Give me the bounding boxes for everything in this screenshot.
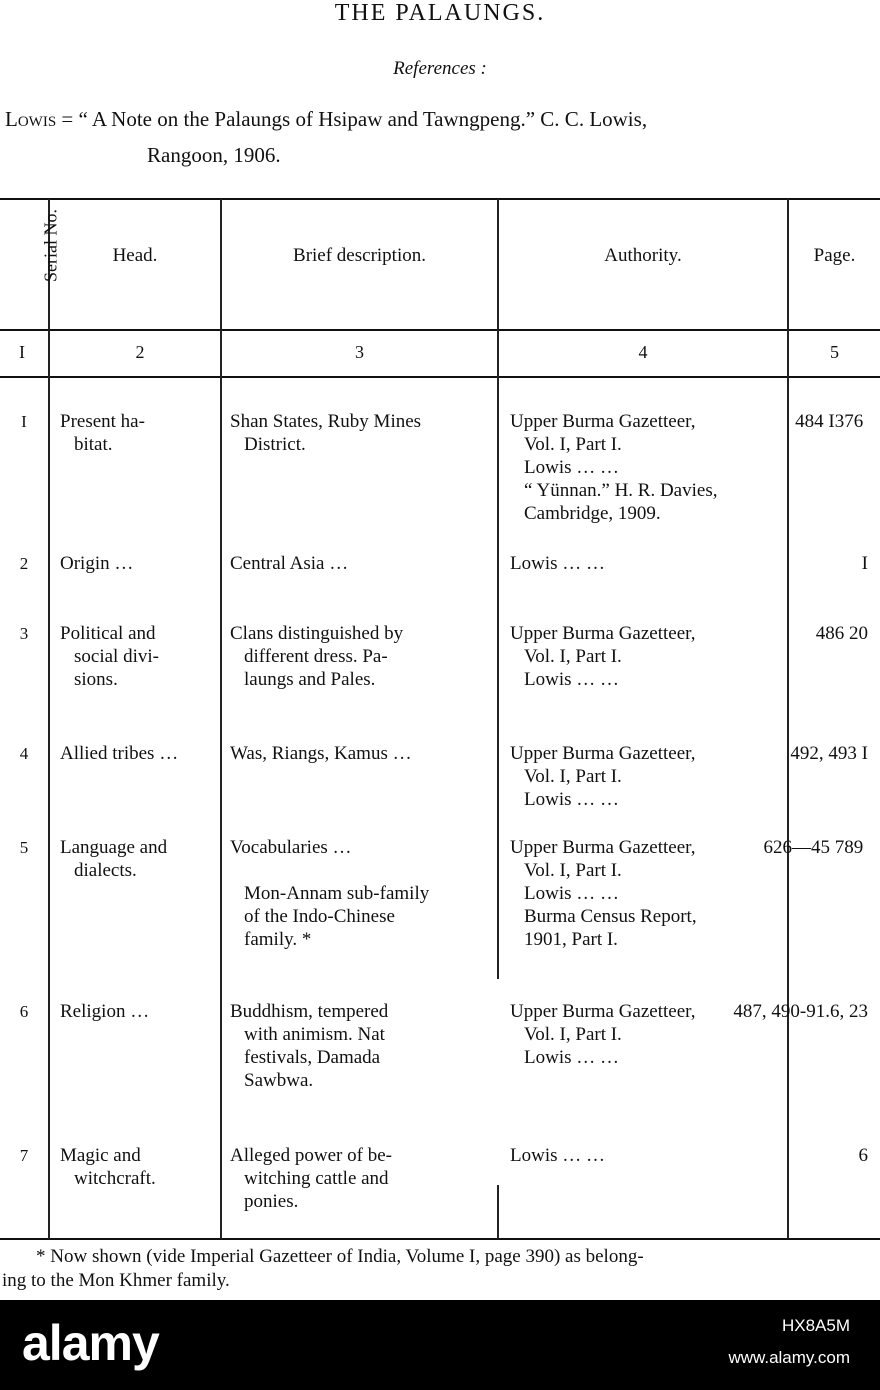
header-page: Page.	[813, 245, 856, 266]
header-head: Head.	[112, 245, 158, 266]
row-page	[764, 836, 869, 859]
row-page-line	[863, 837, 868, 858]
row-description-line: Was, Riangs, Kamus …	[230, 743, 412, 764]
header-description: Brief description.	[293, 245, 426, 266]
alamy-logo: alamy	[22, 1315, 159, 1371]
row-authority-line: Vol. I, Part I.	[524, 860, 622, 881]
row-description-line: Mon-Annam sub-family	[244, 883, 430, 904]
colnum-3: 3	[355, 342, 364, 362]
footnote	[0, 1245, 880, 1293]
row-authority-line: Lowis … …	[524, 669, 619, 690]
image-id: HX8A5M	[781, 1316, 850, 1335]
row-head-line: Present ha-	[60, 411, 145, 432]
row-head-line: Magic and	[60, 1145, 141, 1166]
colnum-5: 5	[830, 342, 839, 362]
row-authority-line: Vol. I, Part I.	[524, 646, 622, 667]
colnum-2: 2	[135, 342, 145, 362]
row-authority-line: Upper Burma Gazetteer,	[510, 411, 696, 432]
row-head	[60, 622, 215, 691]
reference-line-2: Rangoon, 1906.	[147, 143, 281, 167]
footnote-line-2: ing to the Mon Khmer family.	[2, 1270, 230, 1291]
row-authority-line: Upper Burma Gazetteer,	[510, 837, 696, 858]
row-description	[230, 410, 492, 456]
row-page	[862, 552, 868, 575]
row-serial: 5	[19, 838, 29, 857]
row-description	[230, 836, 492, 951]
row-authority-line: 1901, Part I.	[524, 929, 618, 950]
row-serial: I	[21, 412, 27, 431]
row-head	[60, 836, 215, 882]
row-page	[859, 1144, 869, 1167]
row-page-line: 487, 490-	[733, 1001, 807, 1022]
row-description-line: ponies.	[244, 1191, 299, 1212]
row-description-line: Shan States, Ruby Mines	[230, 411, 422, 432]
colnum-4: 4	[638, 342, 648, 362]
row-description-line: festivals, Damada	[244, 1047, 381, 1068]
row-authority-line: Upper Burma Gazetteer,	[510, 743, 696, 764]
row-authority-line: Upper Burma Gazetteer,	[510, 1001, 696, 1022]
row-description	[230, 742, 492, 765]
row-head-line: dialects.	[74, 860, 137, 881]
footnote-line-1: * Now shown (vide Imperial Gazetteer of India, Volume I, page 390) as belong-	[36, 1246, 644, 1267]
row-authority	[510, 1144, 785, 1167]
row-page	[733, 1000, 868, 1023]
row-description-line: Central Asia …	[230, 553, 349, 574]
row-authority-line: Burma Census Report,	[524, 906, 697, 927]
row-head	[60, 1000, 215, 1023]
row-page	[795, 410, 868, 433]
reference-abbr: Lowis	[5, 107, 57, 131]
colnum-rule	[0, 376, 880, 378]
row-serial: 4	[19, 744, 29, 763]
row-page-line: 91.	[806, 1001, 830, 1022]
row-page-line: I	[861, 553, 868, 574]
site-url: www.alamy.com	[728, 1348, 850, 1367]
row-serial: 2	[19, 554, 29, 573]
reference-text-1: = “ A Note on the Palaungs of Hsipaw and Tawngpeng.” C. C. Lowis,	[61, 107, 648, 131]
col-divider	[497, 1185, 499, 1239]
header-authority: Authority.	[604, 245, 682, 266]
row-page-line: 6	[858, 1145, 868, 1166]
row-page	[790, 742, 868, 765]
row-authority-line: Lowis … …	[524, 457, 619, 478]
table-bottom-rule	[0, 1238, 880, 1240]
references-heading: References :	[393, 58, 487, 79]
row-authority-line: Lowis … …	[524, 883, 619, 904]
row-page-line: 89	[844, 837, 864, 858]
row-authority-line: Cambridge, 1909.	[524, 503, 661, 524]
row-serial: 3	[19, 624, 29, 643]
row-page-line: 486	[815, 623, 845, 644]
row-authority-line: Lowis … …	[510, 1145, 605, 1166]
row-authority	[510, 410, 785, 525]
row-description	[230, 1000, 492, 1092]
row-head-line: Language and	[60, 837, 168, 858]
row-page-line: 492, 493	[790, 743, 857, 764]
row-authority-line: Lowis … …	[524, 1047, 619, 1068]
row-authority-line: Lowis … …	[524, 789, 619, 810]
row-page-line: 6, 23	[830, 1001, 868, 1022]
row-page-line: 20	[849, 623, 868, 644]
row-page-line: 376	[834, 411, 864, 432]
row-page-line	[863, 411, 868, 432]
header-rule	[0, 329, 880, 331]
row-page-line: I	[861, 743, 868, 764]
row-head	[60, 742, 215, 765]
row-description	[230, 622, 492, 691]
row-serial: 6	[19, 1002, 29, 1021]
colnum-1: I	[19, 342, 25, 362]
row-page-line: 484	[795, 411, 824, 432]
row-description-line: Sawbwa.	[244, 1070, 314, 1091]
row-description-line: laungs and Pales.	[244, 669, 376, 690]
row-description-line	[230, 859, 492, 882]
header-serial: Serial No.	[40, 209, 61, 282]
row-description	[230, 552, 492, 575]
row-page	[816, 622, 868, 645]
row-description-line: witching cattle and	[244, 1168, 389, 1189]
row-description-line: Alleged power of be-	[230, 1145, 392, 1166]
row-head-line: Religion …	[60, 1001, 150, 1022]
row-head-line: bitat.	[74, 434, 113, 455]
row-description-line: Clans distinguished by	[230, 623, 404, 644]
row-authority-line: Vol. I, Part I.	[524, 434, 622, 455]
row-description-line: Vocabularies …	[230, 837, 352, 858]
reference-line-1	[5, 107, 647, 132]
row-authority	[510, 742, 785, 811]
row-head	[60, 552, 215, 575]
row-authority-line: “ Yünnan.” H. R. Davies,	[524, 480, 718, 501]
row-head	[60, 410, 215, 456]
row-description-line: Buddhism, tempered	[230, 1001, 389, 1022]
row-head-line: Origin …	[60, 553, 134, 574]
row-head-line: Political and	[60, 623, 156, 644]
row-description-line: family. *	[244, 929, 312, 950]
row-head-line: witchcraft.	[74, 1168, 156, 1189]
row-authority	[510, 552, 785, 575]
col-divider	[497, 199, 499, 979]
row-description-line: with animism. Nat	[244, 1024, 385, 1045]
row-description-line: District.	[244, 434, 306, 455]
row-description	[230, 1144, 492, 1213]
row-serial: 7	[19, 1146, 29, 1165]
row-head-line: Allied tribes …	[60, 743, 179, 764]
row-head	[60, 1144, 215, 1190]
row-page-line: 626—45	[763, 837, 830, 858]
row-head-line: social divi-	[74, 646, 159, 667]
watermark-banner	[0, 1300, 880, 1390]
page-title: THE PALAUNGS.	[334, 0, 546, 26]
row-authority	[510, 836, 785, 951]
row-description-line: different dress. Pa-	[244, 646, 388, 667]
row-authority-line: Upper Burma Gazetteer,	[510, 623, 696, 644]
row-page-line: I	[828, 411, 835, 432]
row-authority-line: Vol. I, Part I.	[524, 1024, 622, 1045]
row-authority-line: Vol. I, Part I.	[524, 766, 622, 787]
row-authority-line: Lowis … …	[510, 553, 605, 574]
row-page-line: 7	[834, 837, 845, 858]
row-authority	[510, 622, 785, 691]
table-top-rule	[0, 198, 880, 200]
row-head-line: sions.	[74, 669, 118, 690]
row-description-line: of the Indo-Chinese	[244, 906, 395, 927]
